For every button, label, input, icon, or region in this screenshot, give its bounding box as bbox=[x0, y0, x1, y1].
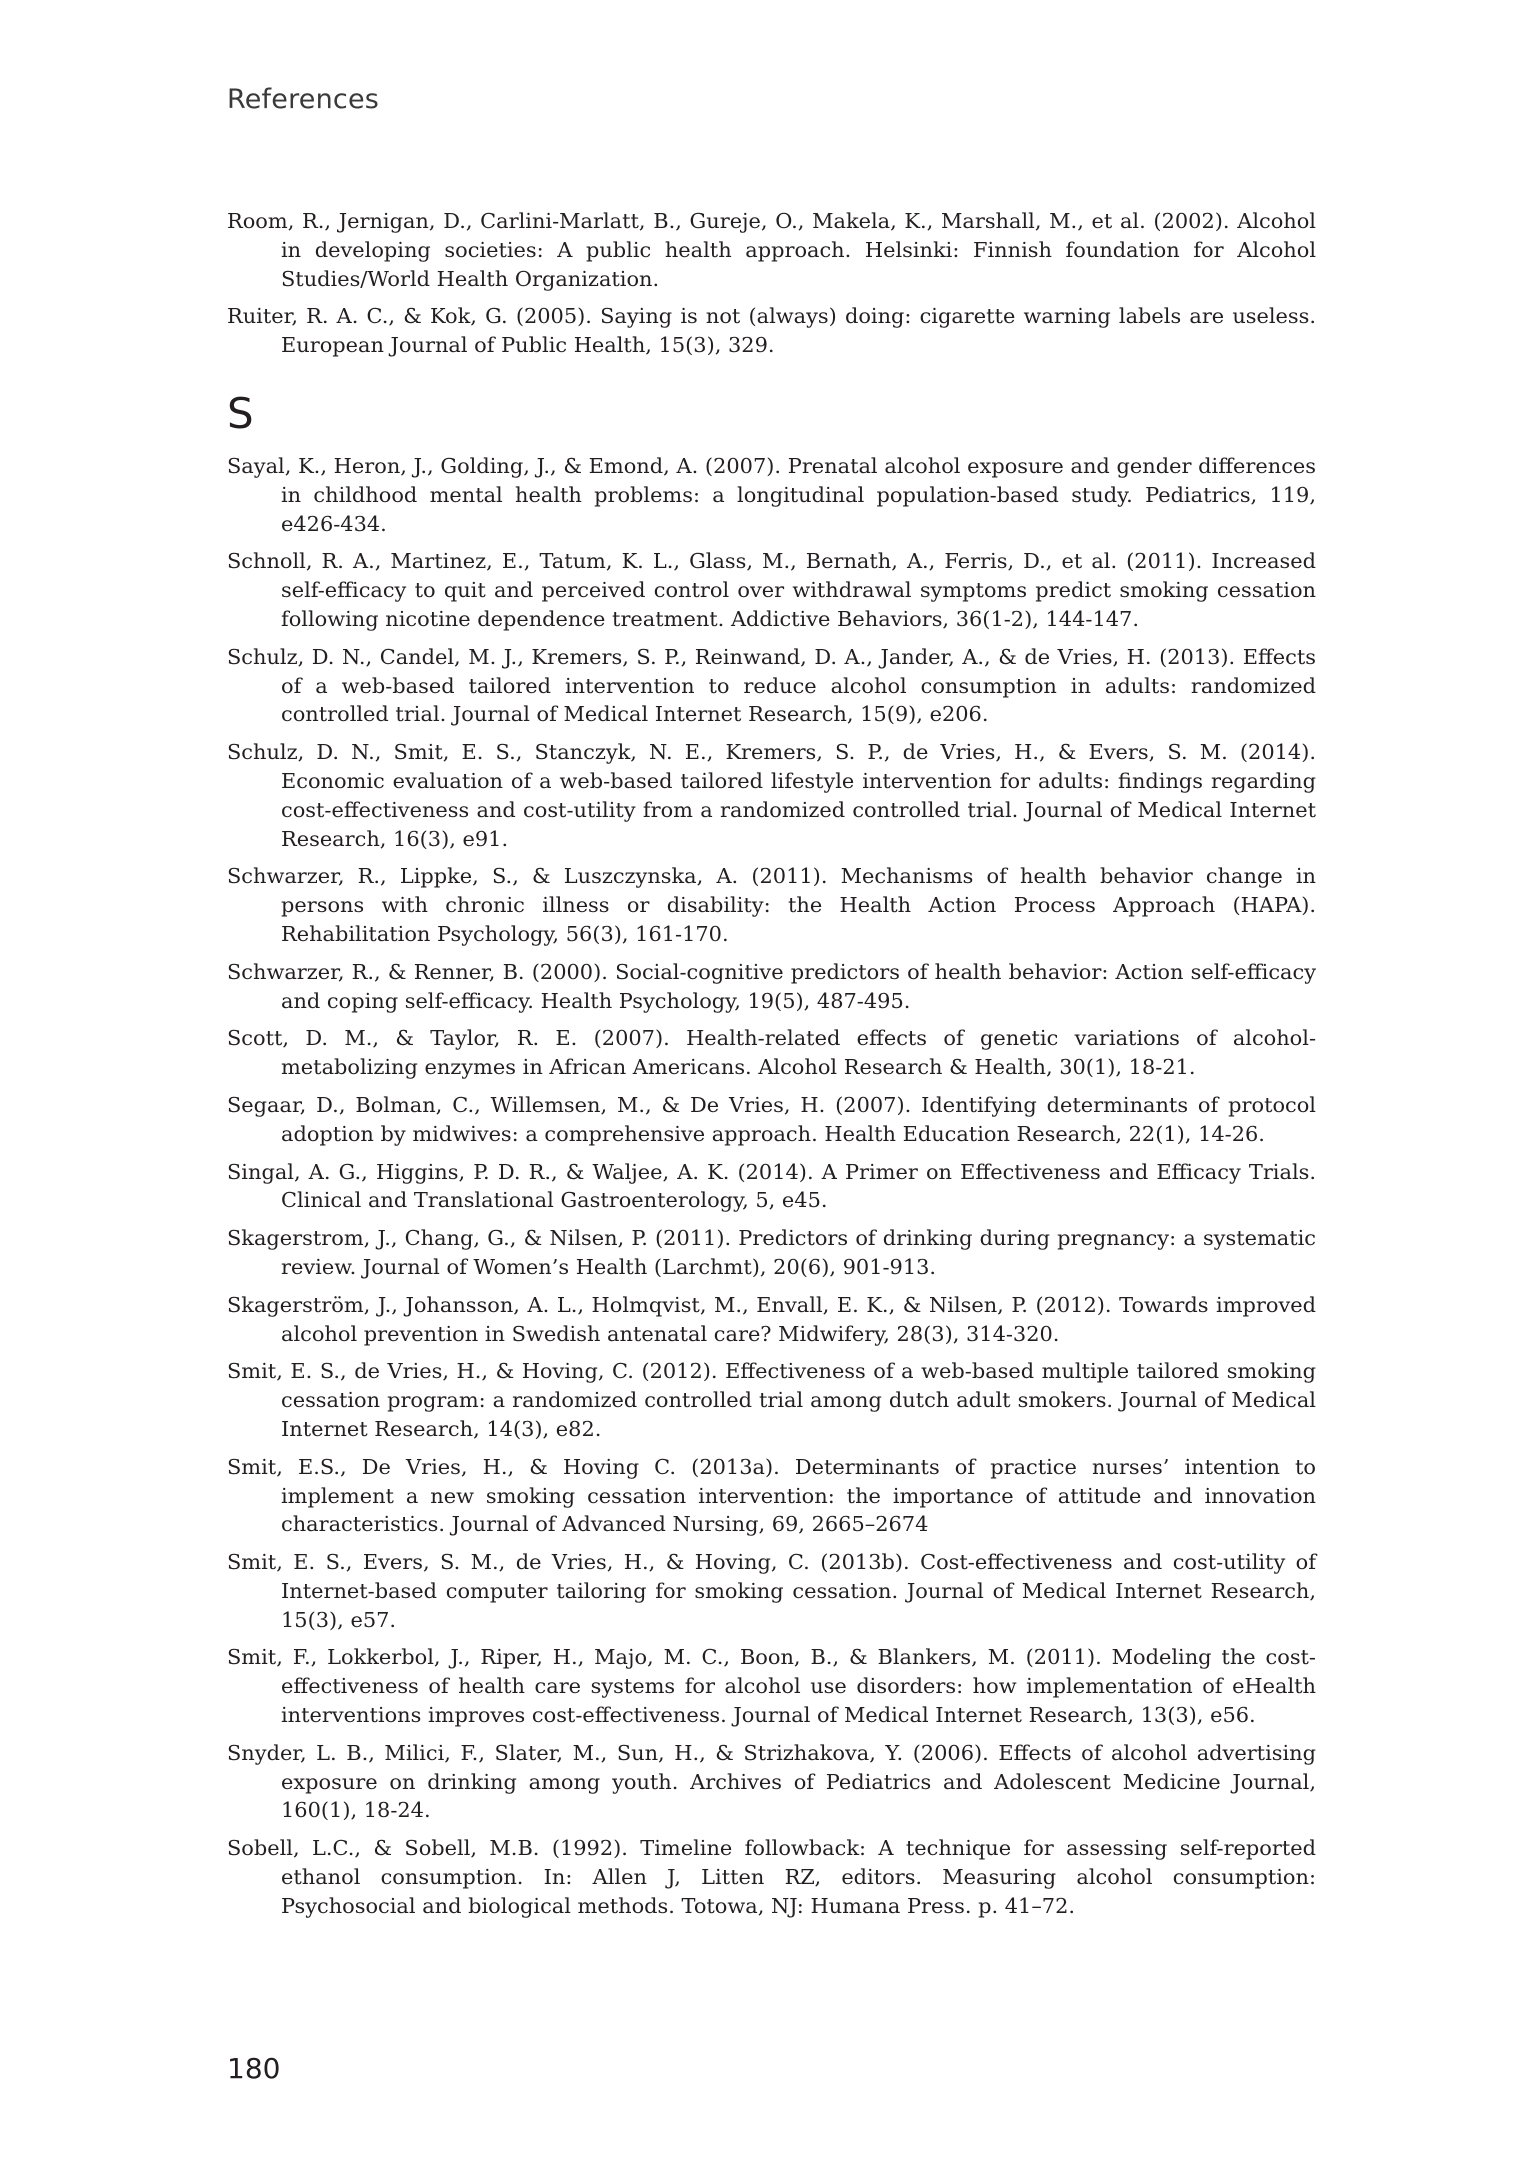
reference-entry: Smit, E. S., Evers, S. M., de Vries, H., & Hoving, C. (2013b). Cost-effectiveness and cost-utility of Internet-based computer tailoring for smoking cessation. Journal of Medical Internet Research, 15(3), e57. bbox=[227, 1550, 1316, 1632]
reference-entry: Skagerström, J., Johansson, A. L., Holmqvist, M., Envall, E. K., & Nilsen, P. (2012). Towards improved alcohol prevention in Swedish antenatal care? Midwifery, 28(3), 314-320. bbox=[227, 1292, 1316, 1346]
reference-entry: Sayal, K., Heron, J., Golding, J., & Emond, A. (2007). Prenatal alcohol exposure and gender differences in childhood mental health problems: a longitudinal population-based study. Pediatrics, 119, e426-434. bbox=[227, 454, 1316, 536]
reference-list-s bbox=[227, 452, 1316, 1930]
reference-entry: Schnoll, R. A., Martinez, E., Tatum, K. L., Glass, M., Bernath, A., Ferris, D., et al. (2011). Increased self-efficacy to quit and perceived control over withdrawal symptoms predict smoking cessation following nicotine dependence treatment. Addictive Behaviors, 36(1-2), 144-147. bbox=[227, 549, 1316, 631]
running-head: References bbox=[227, 84, 380, 115]
reference-entry: Ruiter, R. A. C., & Kok, G. (2005). Saying is not (always) doing: cigarette warning labels are useless. European Journal of Public Health, 15(3), 329. bbox=[227, 304, 1316, 358]
reference-entry: Schwarzer, R., & Renner, B. (2000). Social-cognitive predictors of health behavior: Action self-efficacy and coping self-efficacy. Health Psychology, 19(5), 487-495. bbox=[227, 959, 1316, 1013]
reference-list-r bbox=[227, 207, 1316, 369]
reference-entry: Segaar, D., Bolman, C., Willemsen, M., & De Vries, H. (2007). Identifying determinants of protocol adoption by midwives: a comprehensive approach. Health Education Research, 22(1), 14-26. bbox=[227, 1092, 1316, 1146]
reference-entry: Schulz, D. N., Smit, E. S., Stanczyk, N. E., Kremers, S. P., de Vries, H., & Evers, S. M. (2014). Economic evaluation of a web-based tailored lifestyle intervention for adults: findings regarding cost-effectiveness and cost-utility from a randomized controlled trial. Journal of Medical Internet Research, 16(3), e91. bbox=[227, 740, 1316, 851]
reference-entry: Smit, F., Lokkerbol, J., Riper, H., Majo, M. C., Boon, B., & Blankers, M. (2011). Modeling the cost-effectiveness of health care systems for alcohol use disorders: how implementation of eHealth interventions improves cost-effectiveness. Journal of Medical Internet Research, 13(3), e56. bbox=[227, 1645, 1316, 1728]
reference-entry: Smit, E. S., de Vries, H., & Hoving, C. (2012). Effectiveness of a web-based multiple tailored smoking cessation program: a randomized controlled trial among dutch adult smokers. Journal of Medical Internet Research, 14(3), e82. bbox=[227, 1359, 1316, 1441]
reference-entry: Sobell, L.C., & Sobell, M.B. (1992). Timeline followback: A technique for assessing self-reported ethanol consumption. In: Allen J, Litten RZ, editors. Measuring alcohol consumption: Psychosocial and biological methods. Totowa, NJ: Humana Press. p. 41–72. bbox=[227, 1836, 1316, 1918]
reference-entry: Schwarzer, R., Lippke, S., & Luszczynska, A. (2011). Mechanisms of health behavior change in persons with chronic illness or disability: the Health Action Process Approach (HAPA). Rehabilitation Psychology, 56(3), 161-170. bbox=[227, 864, 1316, 946]
reference-entry: Singal, A. G., Higgins, P. D. R., & Waljee, A. K. (2014). A Primer on Effectiveness and Efficacy Trials. Clinical and Translational Gastroenterology, 5, e45. bbox=[227, 1159, 1316, 1213]
reference-entry: Snyder, L. B., Milici, F., Slater, M., Sun, H., & Strizhakova, Y. (2006). Effects of alcohol advertising exposure on drinking among youth. Archives of Pediatrics and Adolescent Medicine Journal, 160(1), 18-24. bbox=[227, 1740, 1316, 1823]
reference-entry: Schulz, D. N., Candel, M. J., Kremers, S. P., Reinwand, D. A., Jander, A., & de Vries, H. (2013). Effects of a web-based tailored intervention to reduce alcohol consumption in adults: randomized controlled trial. Journal of Medical Internet Research, 15(9), e206. bbox=[227, 644, 1316, 727]
reference-entry: Scott, D. M., & Taylor, R. E. (2007). Health-related effects of genetic variations of alcohol-metabolizing enzymes in African Americans. Alcohol Research & Health, 30(1), 18-21. bbox=[227, 1026, 1316, 1080]
section-letter-heading: S bbox=[227, 389, 254, 438]
reference-entry: Skagerstrom, J., Chang, G., & Nilsen, P. (2011). Predictors of drinking during pregnancy: a systematic review. Journal of Women’s Health (Larchmt), 20(6), 901-913. bbox=[227, 1226, 1316, 1279]
reference-entry: Smit, E.S., De Vries, H., & Hoving C. (2013a). Determinants of practice nurses’ intention to implement a new smoking cessation intervention: the importance of attitude and innovation characteristics. Journal of Advanced Nursing, 69, 2665–2674 bbox=[227, 1454, 1316, 1537]
reference-entry: Room, R., Jernigan, D., Carlini-Marlatt, B., Gureje, O., Makela, K., Marshall, M., et al. (2002). Alcohol in developing societies: A public health approach. Helsinki: Finnish foundation for Alcohol Studies/World Health Organization. bbox=[227, 209, 1316, 291]
page-number: 180 bbox=[227, 2052, 281, 2085]
